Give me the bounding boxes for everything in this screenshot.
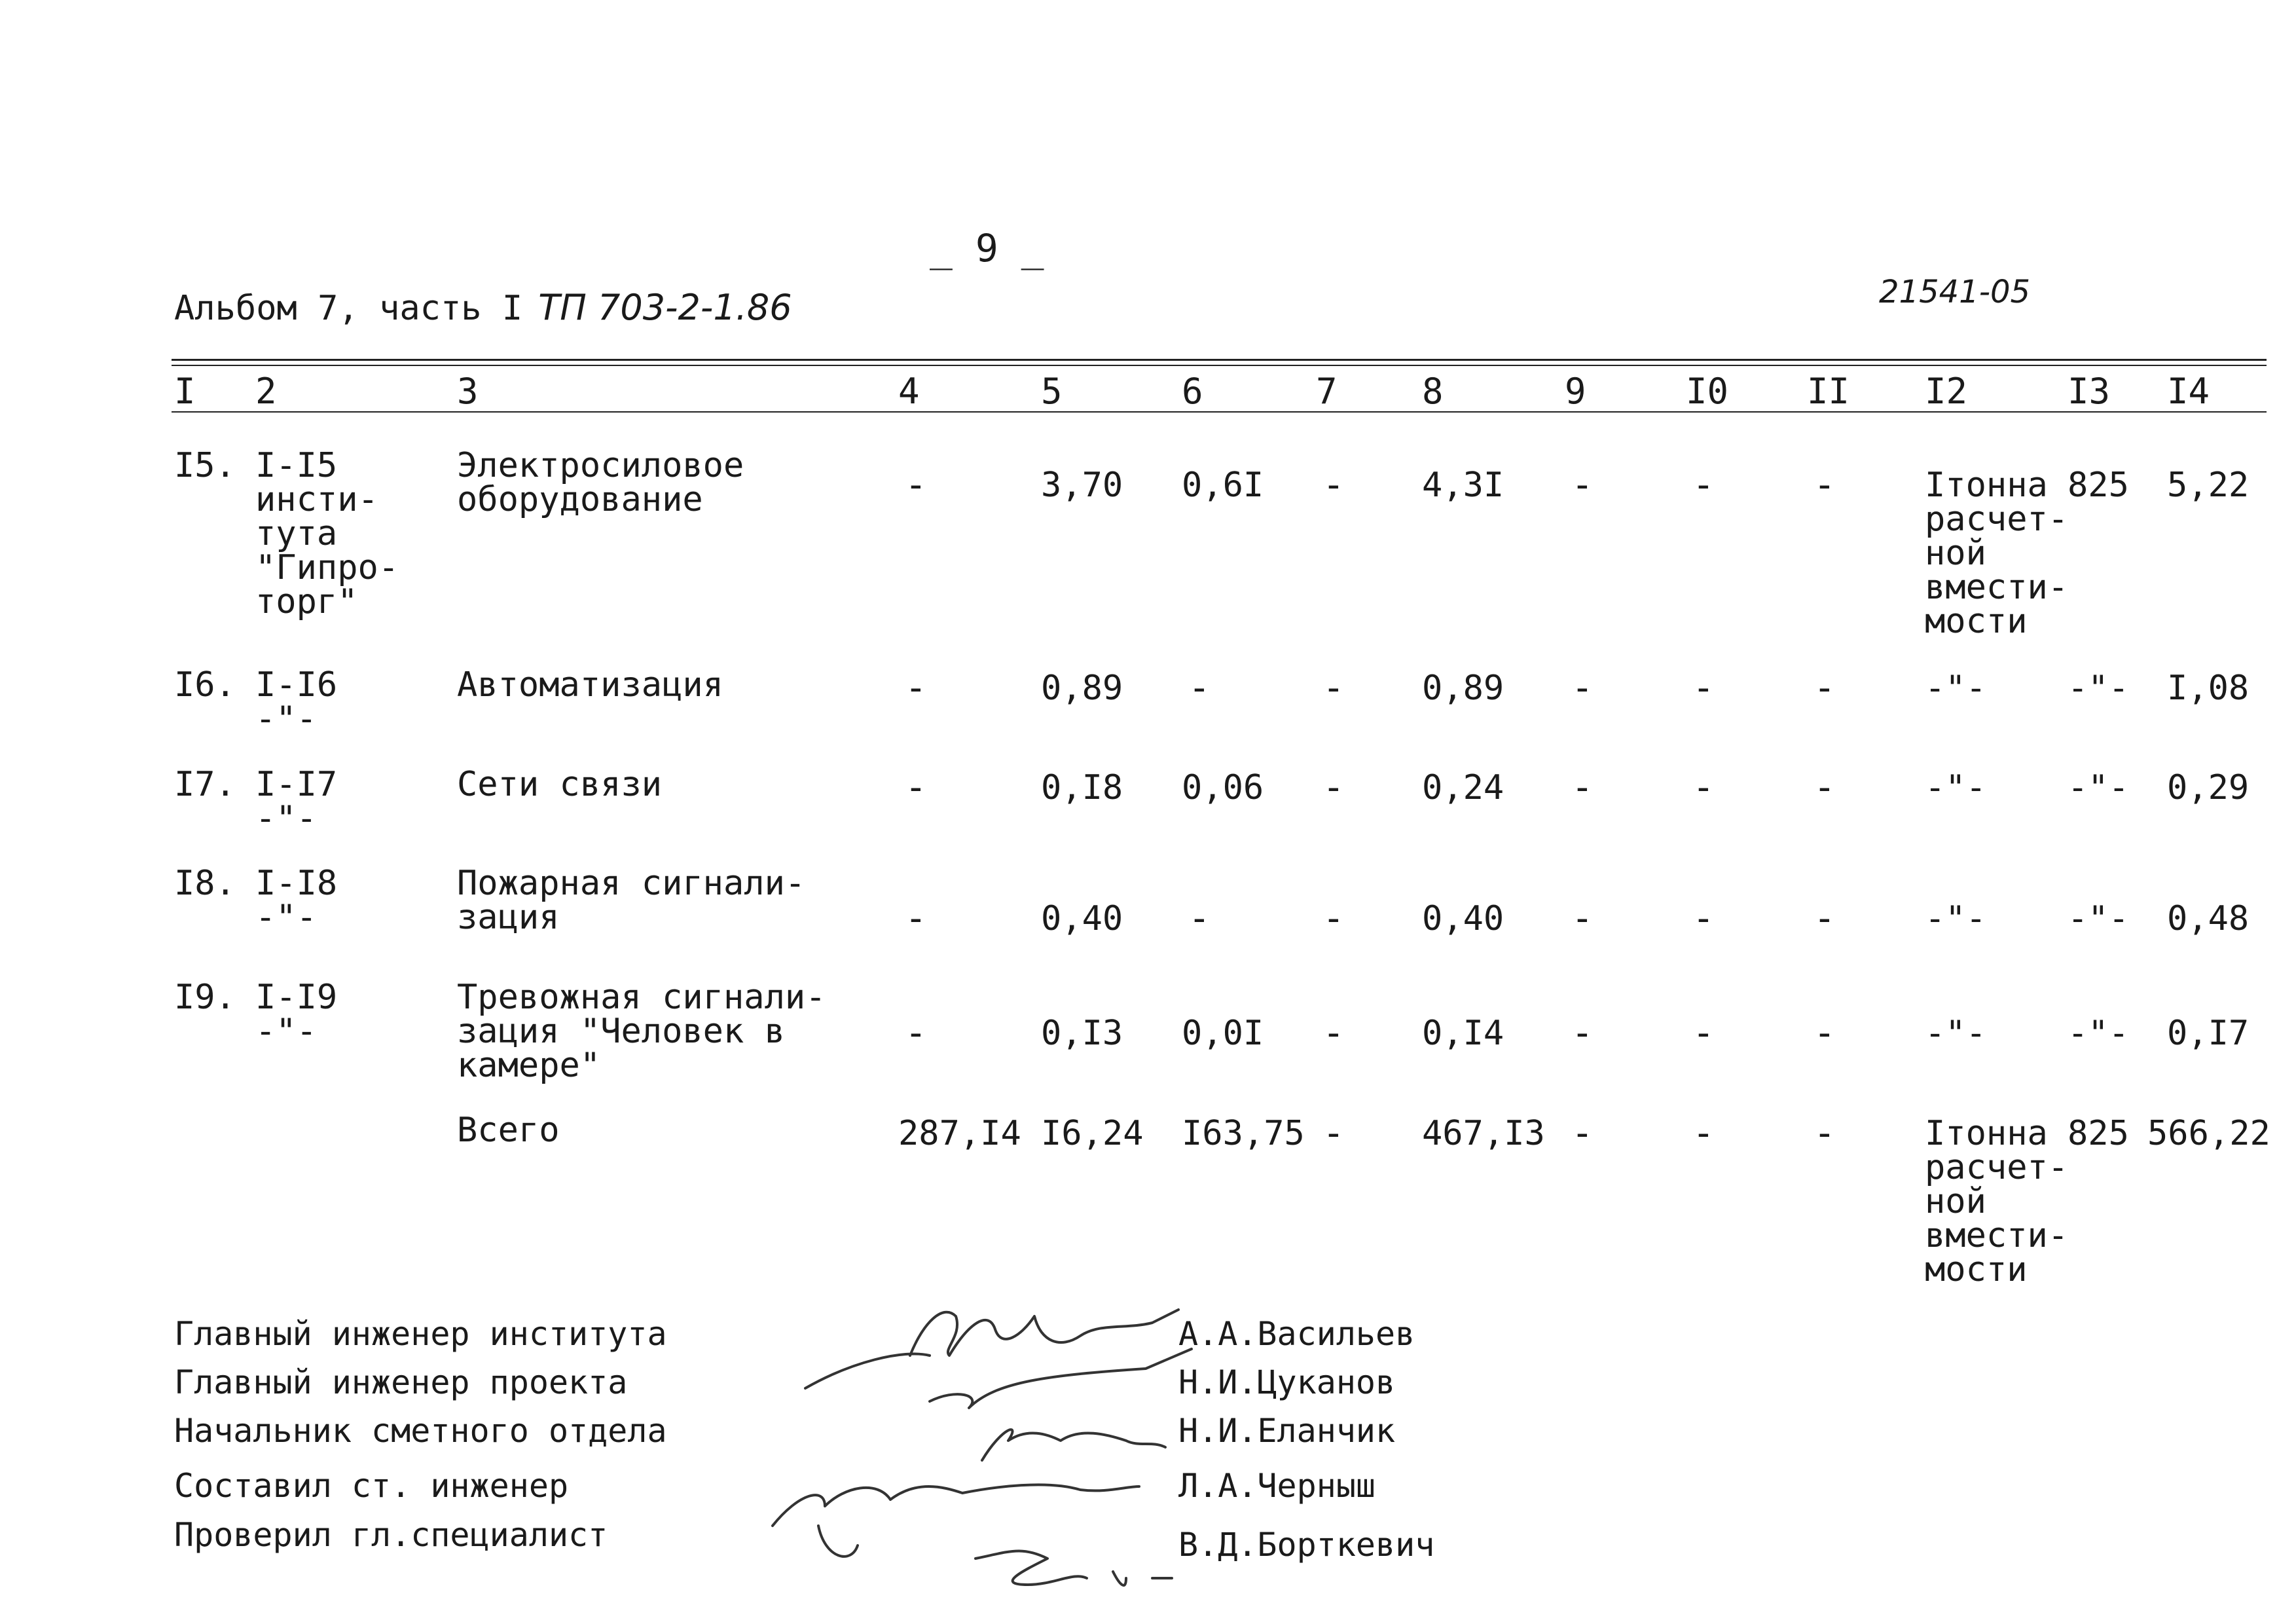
value-c9: - [1571,1012,1594,1054]
unit-quantity: -"- [2068,768,2129,807]
signatory-title: Главный инженер института [174,1315,667,1353]
signatory-name: Н.И.Цуканов [1178,1363,1396,1401]
header-rule-double [172,365,2267,366]
column-header: I3 [2068,371,2111,412]
signatory-name: А.А.Васильев [1178,1315,1415,1353]
value-c9: - [1571,667,1594,709]
value-c8: 4,3I [1422,466,1504,505]
signature-chernysh [773,1485,1139,1557]
signatory-name: В.Д.Борткевич [1178,1526,1435,1564]
estimate-code: I-I9 -"- [255,978,338,1051]
column-header: 4 [898,371,920,412]
signature-elanchik [982,1430,1165,1460]
value-c10: - [1692,1012,1715,1054]
column-header: 8 [1422,371,1444,412]
value-c5: I6,24 [1041,1114,1144,1153]
unit-of-measure: -"- [1925,1014,1986,1053]
signature-bortkevich [975,1551,1172,1585]
unit-quantity: -"- [2068,1014,2129,1053]
value-c4: - [905,667,927,709]
value-c8: 467,I3 [1422,1114,1545,1153]
column-header: 2 [255,371,277,412]
unit-cost: 0,I7 [2167,1014,2250,1053]
unit-of-measure: Iтонна расчет- ной вмести- мости [1925,1114,2069,1289]
value-c5: 0,40 [1041,899,1123,938]
row-number: I7. [174,765,236,804]
column-header: I [174,371,196,412]
signatory-name: Н.И.Еланчик [1178,1412,1396,1450]
value-c10: - [1692,897,1715,940]
row-number: I6. [174,665,236,705]
signature-tsukanov [930,1349,1192,1408]
unit-quantity: -"- [2068,669,2129,708]
value-c9: - [1571,464,1594,506]
value-c4: - [905,766,927,809]
value-c4: 287,I4 [898,1114,1021,1153]
value-c4: - [905,897,927,940]
value-c7: - [1322,667,1345,709]
column-header: I2 [1925,371,1968,412]
value-c6: 0,6I [1182,466,1264,505]
unit-of-measure: -"- [1925,899,1986,938]
row-number: I5. [174,446,236,485]
value-c6: I63,75 [1182,1114,1305,1153]
column-header: 6 [1182,371,1203,412]
unit-of-measure: -"- [1925,768,1986,807]
page-number: _ 9 _ [930,226,1044,270]
value-c9: - [1571,1112,1594,1154]
signatory-title: Главный инженер проекта [174,1363,628,1401]
estimate-code: I-I8 -"- [255,864,338,937]
album-reference [174,287,792,328]
row-number: I9. [174,978,236,1017]
unit-cost: 566,22 [2147,1114,2270,1153]
estimate-code: I-I7 -"- [255,765,338,838]
column-header: 9 [1565,371,1586,412]
signatory-title: Начальник сметного отдела [174,1412,667,1450]
value-c10: - [1692,464,1715,506]
value-c6: 0,06 [1182,768,1264,807]
value-c8: 0,24 [1422,768,1504,807]
signatory-title: Составил ст. инженер [174,1467,569,1505]
value-c4: - [905,464,927,506]
work-name: Электросиловое оборудование [457,446,744,519]
unit-cost: 0,29 [2167,768,2250,807]
value-c11: - [1813,1112,1836,1154]
value-c11: - [1813,1012,1836,1054]
document-code: 21541-05 [1879,274,2031,310]
value-c7: - [1322,1112,1345,1154]
signature-vasiliev [805,1310,1178,1388]
value-c5: 0,89 [1041,669,1123,708]
value-c11: - [1813,897,1836,940]
value-c10: - [1692,766,1715,809]
album-label: Альбом 7, часть I [174,289,523,328]
value-c9: - [1571,897,1594,940]
value-c7: - [1322,766,1345,809]
unit-cost: 0,48 [2167,899,2250,938]
work-name: Сети связи [457,765,663,804]
value-c9: - [1571,766,1594,809]
value-c11: - [1813,667,1836,709]
value-c4: - [905,1012,927,1054]
row-number: I8. [174,864,236,903]
value-c11: - [1813,464,1836,506]
value-c6: - [1188,897,1211,940]
value-c8: 0,89 [1422,669,1504,708]
value-c7: - [1322,464,1345,506]
value-c8: 0,40 [1422,899,1504,938]
unit-quantity: 825 [2068,1114,2129,1153]
value-c5: 0,I3 [1041,1014,1123,1053]
project-code: ТП 703-2-1.86 [538,287,792,328]
work-name: Всего [457,1111,560,1150]
value-c8: 0,I4 [1422,1014,1504,1053]
unit-of-measure: Iтонна расчет- ной вмести- мости [1925,466,2069,641]
value-c7: - [1322,1012,1345,1054]
column-header: I0 [1686,371,1729,412]
value-c5: 3,70 [1041,466,1123,505]
unit-cost: 5,22 [2167,466,2250,505]
column-header: 7 [1316,371,1338,412]
column-header: I4 [2167,371,2210,412]
value-c5: 0,I8 [1041,768,1123,807]
unit-quantity: -"- [2068,899,2129,938]
value-c6: 0,0I [1182,1014,1264,1053]
unit-of-measure: -"- [1925,669,1986,708]
column-header: 5 [1041,371,1063,412]
value-c10: - [1692,1112,1715,1154]
value-c10: - [1692,667,1715,709]
column-header: 3 [457,371,479,412]
unit-quantity: 825 [2068,466,2129,505]
value-c7: - [1322,897,1345,940]
estimate-code: I-I6 -"- [255,665,338,739]
signatory-name: Л.А.Черныш [1178,1467,1376,1505]
value-c11: - [1813,766,1836,809]
column-header: II [1807,371,1850,412]
work-name: Пожарная сигнали- зация [457,864,806,937]
estimate-code: I-I5 инсти- тута "Гипро- торг" [255,446,399,621]
signatory-title: Проверил гл.специалист [174,1516,608,1554]
value-c6: - [1188,667,1211,709]
work-name: Тревожная сигнали- зация "Человек в камере" [457,978,826,1085]
unit-cost: I,08 [2167,669,2250,708]
header-rule-top [172,359,2267,361]
work-name: Автоматизация [457,665,723,705]
